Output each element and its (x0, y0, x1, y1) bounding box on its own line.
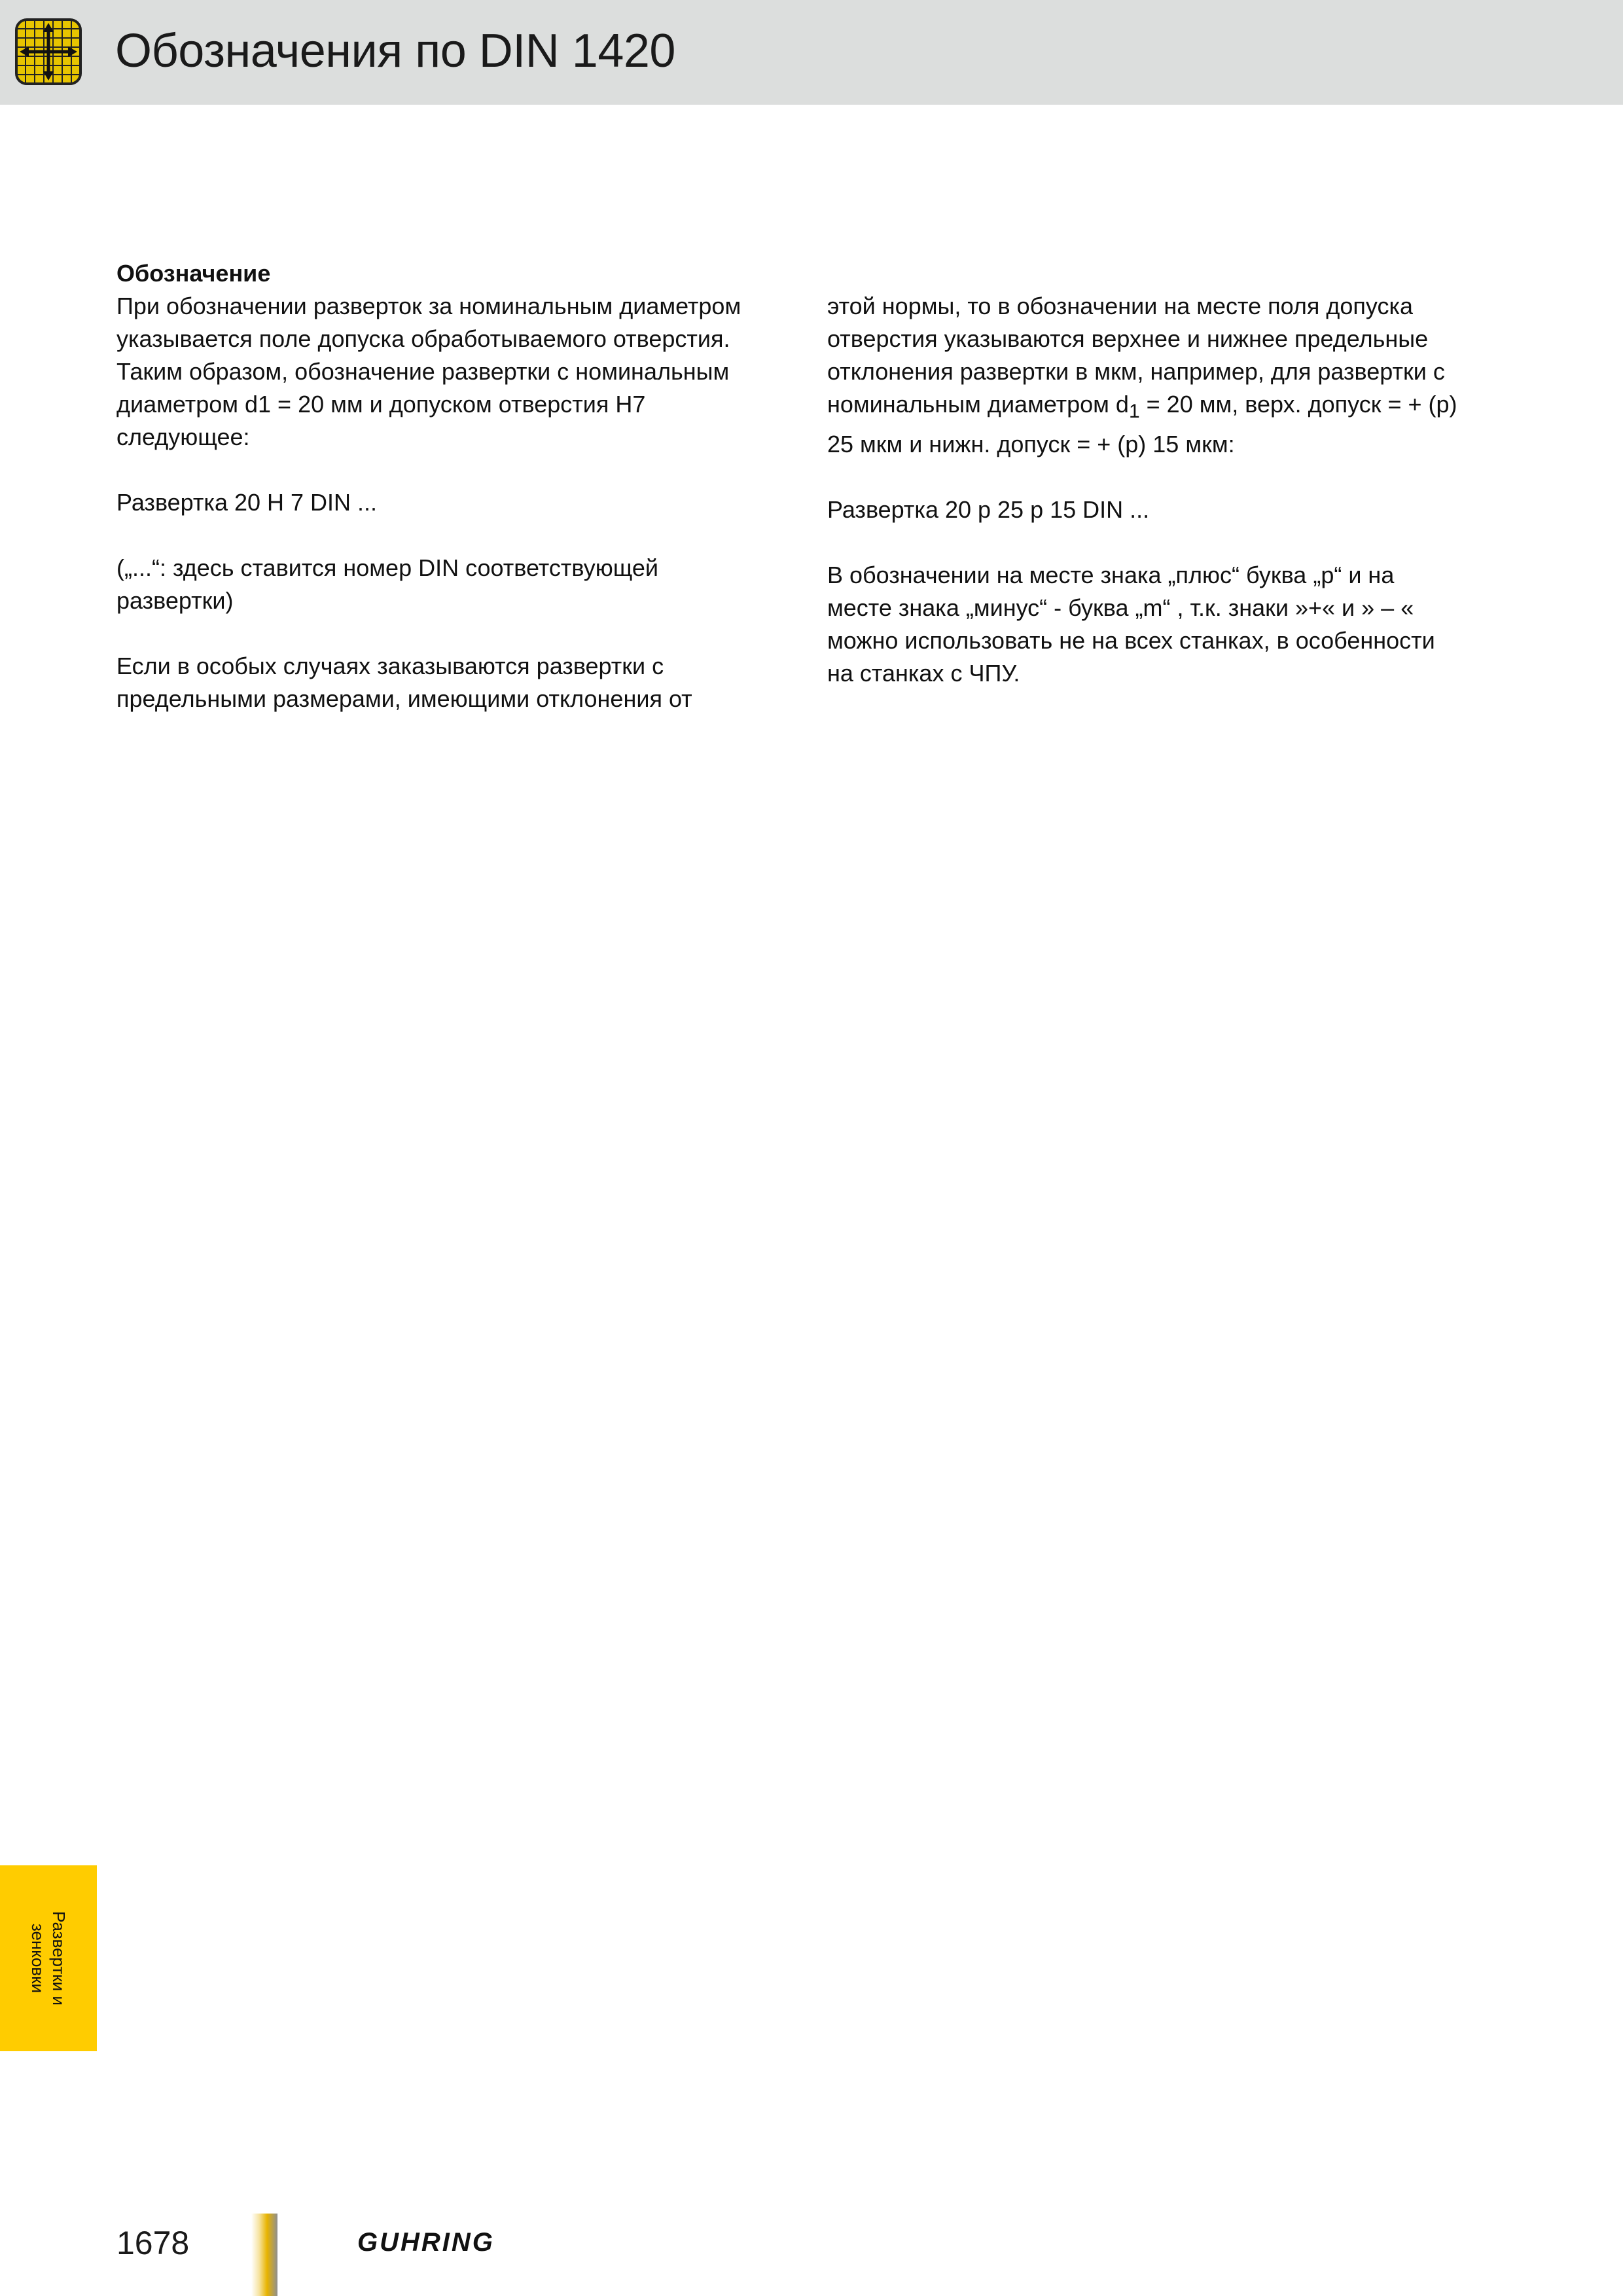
text-line: При обозначении разверток за номинальным диаметром (116, 293, 741, 319)
text-line: отклонения развертки в мкм, например, для развертки с (827, 358, 1445, 385)
footer-gradient-bar (251, 2214, 277, 2296)
note-paragraph (116, 552, 810, 617)
text-line: Таким образом, обозначение развертки с номинальным (116, 358, 730, 385)
subscript: 1 (1128, 401, 1140, 423)
text-line: следующее: (116, 423, 250, 450)
text-line: можно использовать не на всех станках, в особенности (827, 627, 1435, 655)
text-line: В обозначении на месте знака „плюс“ буква „p“ и на (827, 562, 1395, 589)
page-number: 1678 (116, 2225, 190, 2261)
intro-paragraph (116, 257, 810, 454)
tab-line: Развертки и (49, 1911, 69, 2005)
text-line: на станках с ЧПУ. (827, 660, 1020, 687)
text-line: указывается поле допуска обработываемого отверстия. (116, 325, 730, 352)
page-header (0, 0, 1623, 105)
sign-note-paragraph (827, 559, 1521, 690)
tab-line: зенковки (28, 1923, 48, 1994)
grid-gauge-icon (14, 18, 82, 86)
text-line: развертки) (116, 587, 234, 614)
designation-example: Развертка 20 H 7 DIN ... (116, 489, 378, 516)
text-line: = 20 мм, верх. допуск = + (p) (1139, 391, 1457, 418)
special-case-paragraph (116, 650, 810, 715)
left-text-column (116, 257, 810, 715)
section-heading: Обозначение (116, 260, 271, 287)
text-line: предельными размерами, имеющими отклонения от (116, 685, 692, 712)
chapter-tab[interactable] (0, 1865, 97, 2051)
guhring-logo: GUHRING (357, 2228, 495, 2257)
right-text-column (827, 290, 1521, 690)
deviation-paragraph (827, 290, 1521, 461)
text-line: 25 мкм и нижн. допуск = + (p) 15 мкм: (827, 431, 1235, 458)
text-line: месте знака „минус“ - буква „m“ , т.к. знаки »+« и » – « (827, 594, 1414, 622)
page-title: Обозначения по DIN 1420 (115, 25, 675, 77)
text-line: диаметром d1 = 20 мм и допуском отверстия H7 (116, 391, 646, 418)
chapter-tab-label (27, 1873, 69, 2043)
text-line: Если в особых случаях заказываются развертки с (116, 653, 664, 679)
text-line: этой нормы, то в обозначении на месте поля допуска (827, 293, 1414, 319)
text-line: („...“: здесь ставится номер DIN соответствующей (116, 554, 659, 581)
text-line: номинальным диаметром d (827, 391, 1129, 418)
designation-example: Развертка 20 p 25 p 15 DIN ... (827, 496, 1150, 524)
text-line: отверстия указываются верхнее и нижнее предельные (827, 325, 1429, 352)
